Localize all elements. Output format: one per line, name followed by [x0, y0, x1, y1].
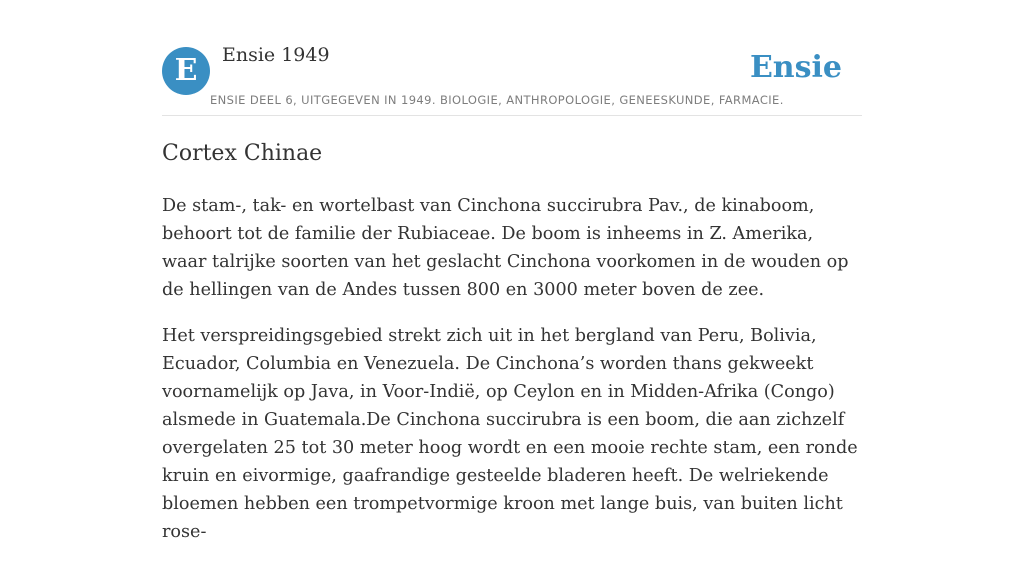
- ensie-logo-icon[interactable]: E: [162, 47, 210, 95]
- site-header: [162, 0, 862, 116]
- article: [162, 138, 862, 564]
- brand-logo-link[interactable]: Ensie: [749, 50, 842, 85]
- article-paragraph-1: De stam-, tak- en wortelbast van Cinchona succirubra Pav., de kinaboom, behoort tot de familie der Rubiaceae. De boom is inheems in Z. Amerika, waar talrijke soorten van het geslacht Cinchona voorkomen in de wouden op de hellingen van de Andes tussen 800 en 3000 meter boven de zee.: [162, 196, 849, 300]
- edition-subtitle: ENSIE DEEL 6, UITGEGEVEN IN 1949. BIOLOGIE, ANTHROPOLOGIE, GENEESKUNDE, FARMACIE.: [210, 93, 784, 107]
- article-paragraph-2: Het verspreidingsgebied strekt zich uit in het bergland van Peru, Bolivia, Ecuador, Columbia en Venezuela. De Cinchona’s worden thans gekweekt voornamelijk op Java, in Voor-Indië, op Ceylon en in Midden-Afrika (Congo) alsmede in Guatemala.De Cinchona succirubra is een boom, die aan zichzelf overgelaten 25 tot 30 meter hoog wordt en een mooie rechte stam, een ronde kruin en eivormige, gaafrandige gesteelde bladeren heeft. De welriekende bloemen hebben een trompetvormige kroon met lange buis, van buiten licht rose-: [162, 326, 858, 542]
- article-title: Cortex Chinae: [162, 141, 323, 166]
- edition-title-link[interactable]: Ensie 1949: [222, 44, 330, 66]
